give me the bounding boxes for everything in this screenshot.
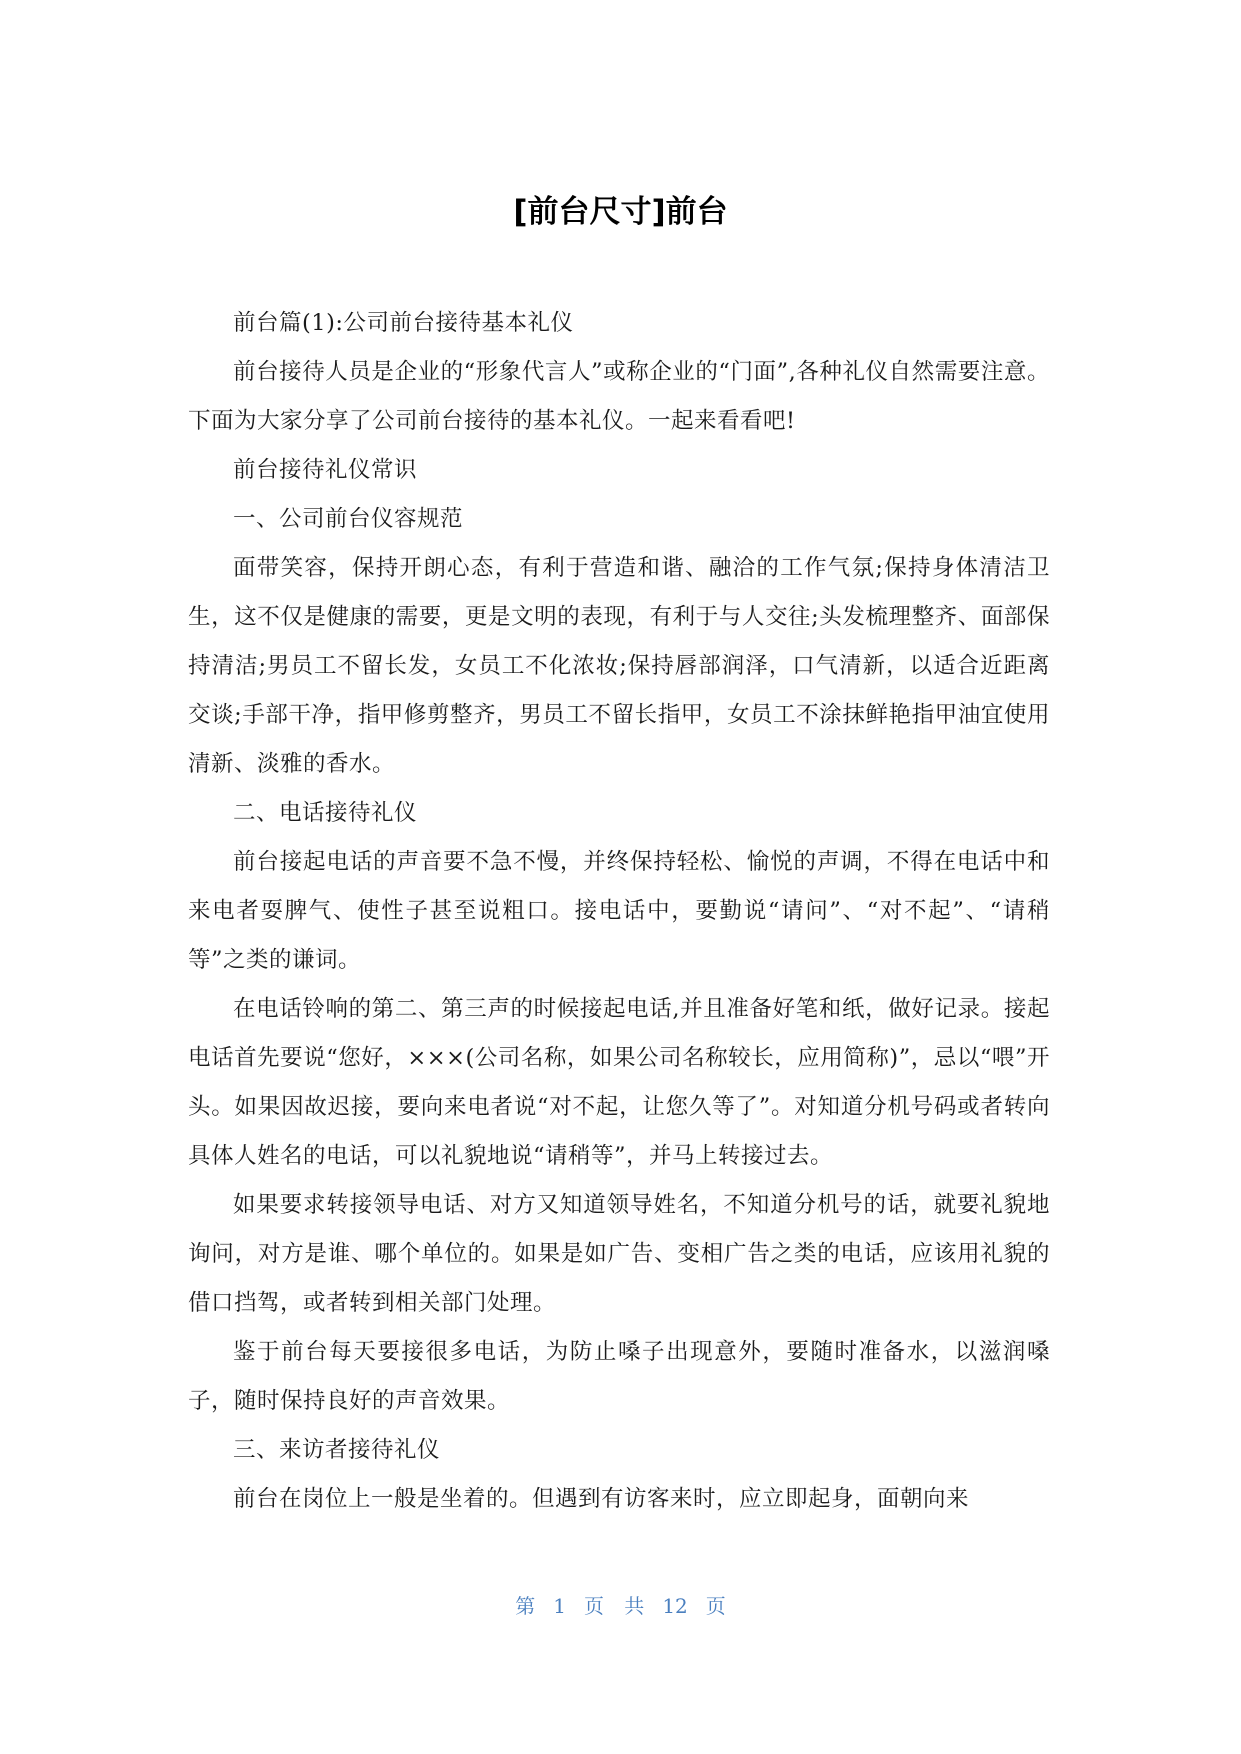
paragraph: 在电话铃响的第二、第三声的时候接起电话,并且准备好笔和纸，做好记录。接起电话首先要说“您好，×××(公司名称，如果公司名称较长，应用简称)”，忌以“喂”开头。如果因故迟接，要向来电者说“对不起，让您久等了”。对知道分机号码或者转向具体人姓名的电话，可以礼貌地说“请稍等”，并马上转接过去。 (188, 996, 1050, 1169)
footer-current-page: 1 (553, 1594, 566, 1618)
footer-total-pages: 12 (662, 1594, 688, 1618)
footer-unit-label: 页 (705, 1594, 726, 1618)
paragraph: 前台接待人员是企业的“形象代言人”或称企业的“门面”,各种礼仪自然需要注意。下面为大家分享了公司前台接待的基本礼仪。一起来看看吧! (188, 359, 1050, 434)
document-title: [前台尺寸]前台 (513, 194, 728, 230)
paragraph: 如果要求转接领导电话、对方又知道领导姓名，不知道分机号的话，就要礼貌地询问，对方是谁、哪个单位的。如果是如广告、变相广告之类的电话，应该用礼貌的借口挡驾，或者转到相关部门处理。 (188, 1192, 1050, 1316)
section-heading: 前台篇(1):公司前台接待基本礼仪 (233, 310, 574, 336)
paragraph: 前台在岗位上一般是坐着的。但遇到有访客来时，应立即起身，面朝向来 (233, 1486, 970, 1512)
paragraph: 面带笑容，保持开朗心态，有利于营造和谐、融洽的工作气氛;保持身体清洁卫生，这不仅是健康的需要，更是文明的表现，有利于与人交往;头发梳理整齐、面部保持清洁;男员工不留长发，女员工不化浓妆;保持唇部润泽，口气清新，以适合近距离交谈;手部干净，指甲修剪整齐，男员工不留长指甲，女员工不涂抹鲜艳指甲油宜使用清新、淡雅的香水。 (188, 555, 1050, 777)
paragraph: 前台接起电话的声音要不急不慢，并终保持轻松、愉悦的声调，不得在电话中和来电者耍脾气、使性子甚至说粗口。接电话中，要勤说“请问”、“对不起”、“请稍等”之类的谦词。 (188, 849, 1050, 973)
subheading: 三、来访者接待礼仪 (233, 1437, 441, 1463)
document-body (188, 299, 1050, 1524)
page-footer (0, 1592, 1241, 1620)
paragraph: 鉴于前台每天要接很多电话，为防止嗓子出现意外，要随时准备水，以滋润嗓子，随时保持良好的声音效果。 (188, 1339, 1050, 1414)
subheading: 一、公司前台仪容规范 (233, 506, 464, 532)
subheading: 二、电话接待礼仪 (233, 800, 418, 826)
footer-page-label: 第 (515, 1594, 536, 1618)
subheading: 前台接待礼仪常识 (233, 457, 418, 483)
footer-of-label: 页 共 (583, 1594, 645, 1618)
